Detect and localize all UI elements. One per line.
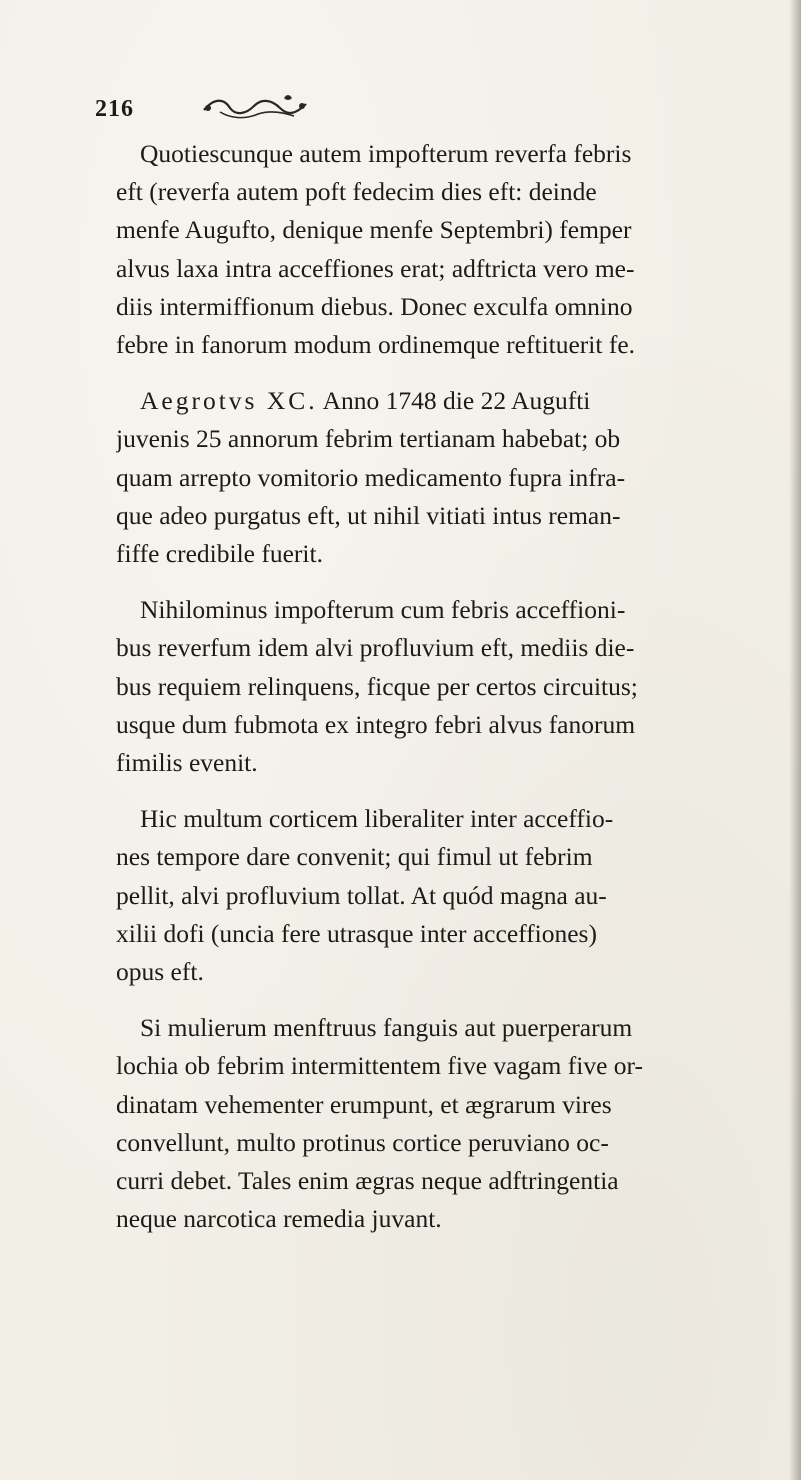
page-number: 216 [95, 96, 134, 122]
text-line: diis intermiffionum diebus. Donec exculfa omnino [116, 291, 633, 321]
text-line: nes tempore dare convenit; qui fimul ut febrim [116, 842, 593, 872]
text-line: febre in fanorum modum ordinemque reftituerit fe. [116, 330, 636, 360]
text-line: bus requiem relinquens, ficque per certos circuitus; [116, 671, 638, 701]
text-line: eft (reverfa autem poft fedecim dies eft: deinde [116, 177, 597, 207]
text-line-tail: Anno 1748 die 22 Augufti [317, 386, 591, 416]
paragraph-1 [116, 135, 766, 364]
text-line: juvenis 25 annorum febrim tertianam habebat; ob [116, 424, 621, 454]
text-line: convellunt, multo protinus cortice peruviano oc- [116, 1127, 609, 1157]
text-line: Hic multum corticem liberaliter inter acceffio- [140, 804, 614, 834]
text-line: lochia ob febrim intermittentem five vagam five or- [116, 1051, 644, 1081]
text-line: Quotiescunque autem impofterum reverfa febris [140, 139, 632, 168]
text-line: opus eft. [116, 957, 204, 987]
body-text [116, 135, 766, 1256]
paragraph-4 [116, 800, 766, 991]
text-line: usque dum fubmota ex integro febri alvus fanorum [116, 709, 636, 739]
text-line: Si mulierum menftruus fanguis aut puerperarum [140, 1013, 633, 1043]
text-line [116, 382, 766, 420]
text-line: pellit, alvi profluvium tollat. At quód magna au- [116, 880, 607, 910]
text-line: alvus laxa intra acceffiones erat; adftricta vero me- [116, 253, 635, 283]
text-line: dinatam vehementer erumpunt, et ægrarum vires [116, 1089, 612, 1119]
text-line: que adeo purgatus eft, ut nihil vitiati intus reman- [116, 500, 621, 530]
text-line: fiffe credibile fuerit. [116, 539, 323, 569]
page-edge-shadow [789, 0, 801, 1480]
text-line: Nihilominus impofterum cum febris acceffioni- [140, 595, 626, 625]
paragraph-2 [116, 382, 766, 573]
paragraph-3 [116, 591, 766, 782]
text-line: menfe Augufto, denique menfe Septembri) femper [116, 215, 632, 245]
paragraph-5 [116, 1009, 766, 1238]
text-line: fimilis evenit. [116, 748, 258, 778]
text-line: quam arrepto vomitorio medicamento fupra infra- [116, 462, 626, 492]
text-line: curri debet. Tales enim ægras neque adftringentia [116, 1166, 619, 1196]
text-line: xilii dofi (uncia fere utrasque inter acceffiones) [116, 918, 597, 948]
case-heading: Aegrotvs XC. [140, 386, 318, 416]
text-line: bus reverfum idem alvi profluvium eft, mediis die- [116, 633, 635, 663]
header-ornament-icon [200, 88, 310, 124]
text-line: neque narcotica remedia juvant. [116, 1204, 442, 1234]
